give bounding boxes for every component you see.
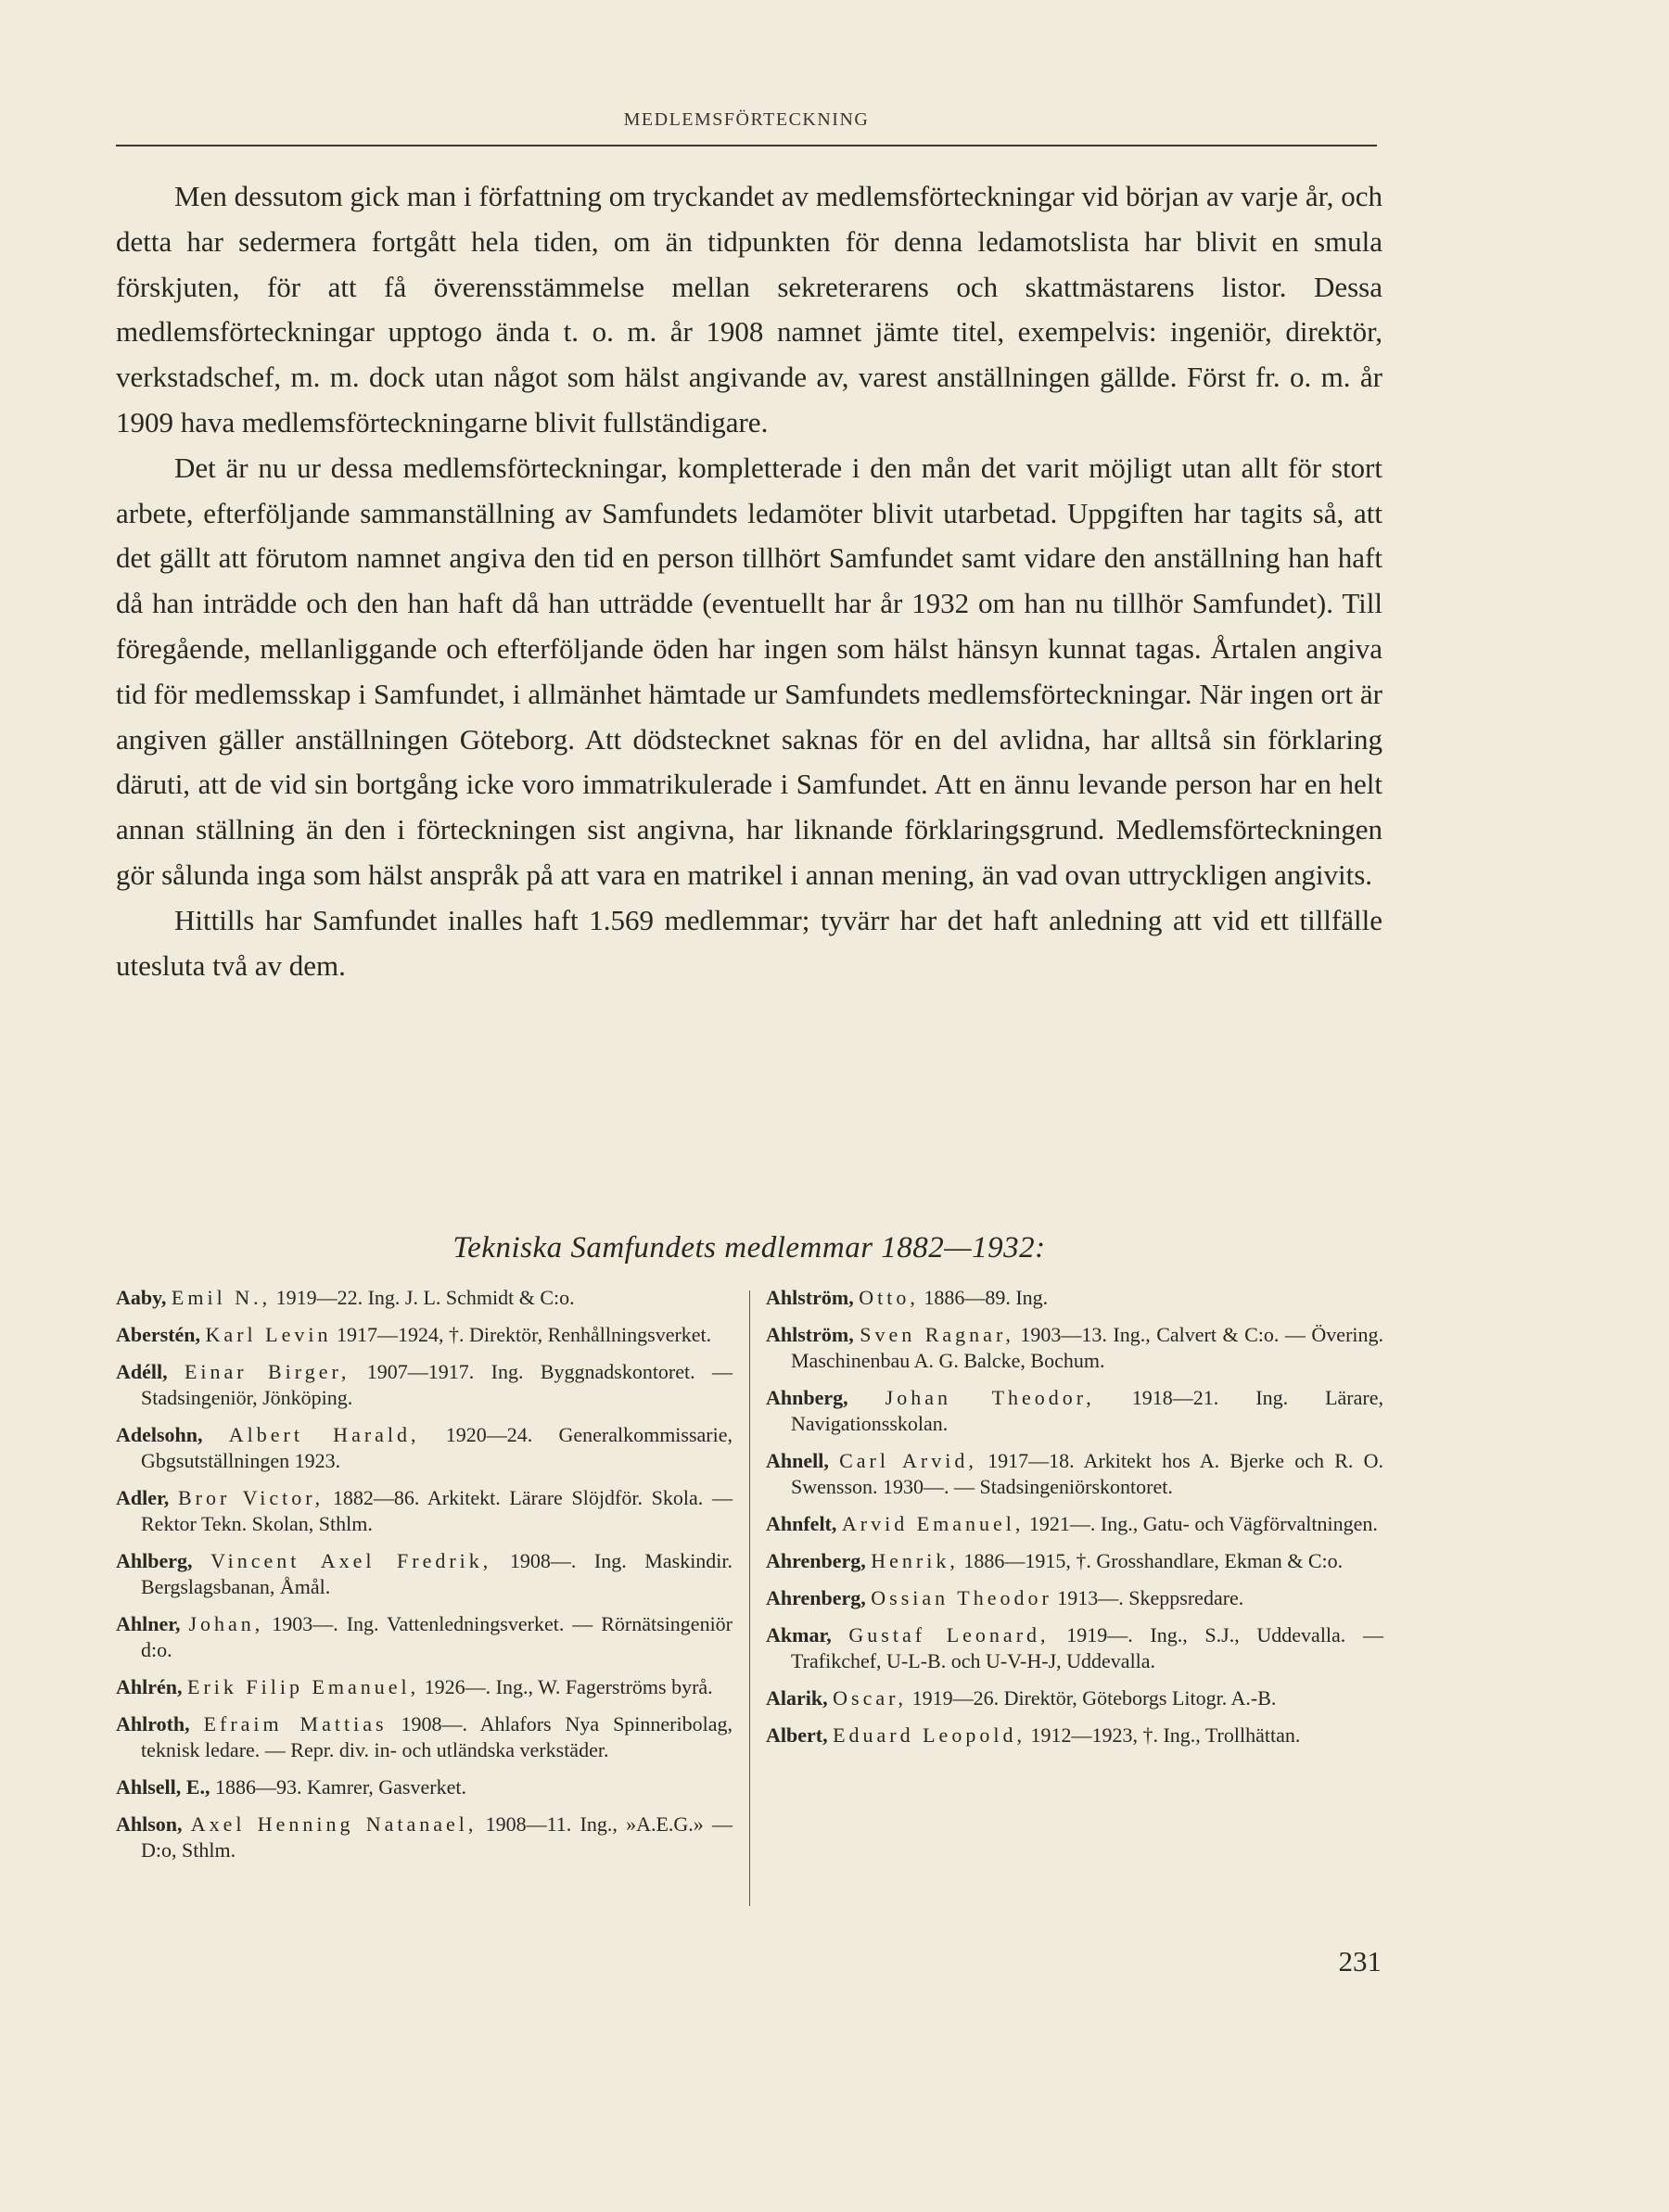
- member-details: 1882—86. Arkitekt. Lärare Slöjdför. Skola. — Rektor Tekn. Skolan, Sthlm.: [141, 1486, 733, 1535]
- members-column-right: [766, 1285, 1383, 1760]
- member-entry: [116, 1548, 733, 1600]
- member-details: 1886—1915, †. Grosshandlare, Ekman & C:o.: [963, 1549, 1344, 1572]
- intro-text: [116, 174, 1382, 988]
- running-head: MEDLEMSFÖRTECKNING: [623, 109, 870, 130]
- member-given-name: Gustaf Leonard,: [848, 1623, 1050, 1646]
- member-details: 1913—. Skeppsredare.: [1057, 1586, 1244, 1609]
- header-rule: [116, 145, 1377, 146]
- member-given-name: Emil N.,: [171, 1286, 272, 1309]
- member-details: 1921—. Ing., Gatu- och Vägförvaltningen.: [1028, 1512, 1378, 1535]
- member-given-name: Johan Theodor,: [885, 1386, 1095, 1409]
- member-given-name: Eduard Leopold,: [833, 1723, 1026, 1747]
- member-details: 1919—22. Ing. J. L. Schmidt & C:o.: [275, 1286, 575, 1309]
- member-details: 1919—. Ing., S.J., Uddevalla. — Trafikchef, U-L-B. och U-V-H-J, Uddevalla.: [791, 1623, 1383, 1672]
- member-surname: Ahnell,: [766, 1449, 829, 1472]
- member-given-name: Sven Ragnar,: [860, 1323, 1014, 1346]
- member-given-name: Albert Harald,: [228, 1423, 420, 1446]
- member-details: 1917—18. Arkitekt hos A. Bjerke och R. O. Swensson. 1930—. — Stadsingeniörskontoret.: [791, 1449, 1383, 1498]
- members-list-title: Tekniska Samfundets medlemmar 1882—1932:: [452, 1231, 1046, 1265]
- member-surname: Ahlsell, E.,: [116, 1775, 210, 1799]
- member-entry: [766, 1622, 1383, 1674]
- member-surname: Ahlberg,: [116, 1549, 193, 1572]
- member-surname: Ahlner,: [116, 1612, 181, 1635]
- member-given-name: Arvid Emanuel,: [841, 1512, 1025, 1535]
- page-number: 231: [1338, 1945, 1382, 1977]
- member-entry: [116, 1711, 733, 1763]
- member-surname: Adéll,: [116, 1360, 168, 1383]
- member-given-name: Otto,: [859, 1286, 919, 1309]
- member-surname: Akmar,: [766, 1623, 832, 1646]
- member-details: 1908—11. Ing., »A.E.G.» — D:o, Sthlm.: [141, 1812, 733, 1862]
- member-entry: [766, 1685, 1383, 1711]
- member-details: 1918—21. Ing. Lärare, Navigationsskolan.: [791, 1386, 1383, 1435]
- member-surname: Ahlström,: [766, 1323, 854, 1346]
- member-entry: [116, 1674, 733, 1700]
- member-surname: Adler,: [116, 1486, 170, 1509]
- member-entry: [766, 1723, 1383, 1748]
- member-details: 1903—. Ing. Vattenledningsverket. — Rörnätsingeniör d:o.: [141, 1612, 733, 1661]
- member-surname: Aberstén,: [116, 1323, 201, 1346]
- member-given-name: Karl Levin: [205, 1323, 332, 1346]
- member-given-name: Efraim Mattias: [203, 1712, 388, 1735]
- member-entry: [116, 1812, 733, 1863]
- paragraph: Det är nu ur dessa medlemsförteckningar, kompletterade i den mån det varit möjligt utan allt för stort arbete, efterföljande sammanställning av Samfundets ledamöter blivit utarbetad. Uppgiften har tagits så, att det gällt att förutom namnet angiva den tid en person tillhört Samfundet samt vidare den anställning han haft då han inträdde och den han haft då han utträdde (eventuellt har år 1932 om han nu tillhör Samfundet). Till föregående, mellanliggande och efterföljande öden har ingen som hälst hänsyn kunnat tagas. Årtalen angiva tid för medlemsskap i Samfundet, i allmänhet hämtade ur Samfundets medlemsförteckningar. När ingen ort är angiven gäller anställningen Göteborg. Att dödstecknet saknas för en del avlidna, har alltså sin förklaring däruti, att de vid sin bortgång icke voro immatrikulerade i Samfundet. Att en ännu levande person har en helt annan ställning än den i förteckningen sist angivna, har liknande förklaringsgrund. Medlemsförteckningen gör sålunda inga som hälst anspråk på att vara en matrikel i annan mening, än vad ovan uttryckligen angivits.: [116, 451, 1382, 891]
- member-entry: [766, 1322, 1383, 1374]
- member-entry: [766, 1448, 1383, 1500]
- member-entry: [766, 1385, 1383, 1437]
- member-entry: [116, 1422, 733, 1474]
- member-given-name: Erik Filip Emanuel,: [187, 1675, 420, 1698]
- member-surname: Ahnberg,: [766, 1386, 848, 1409]
- member-details: 1907—1917. Ing. Byggnadskontoret. — Stadsingeniör, Jönköping.: [141, 1360, 733, 1409]
- member-surname: Adelsohn,: [116, 1423, 203, 1446]
- member-surname: Ahlroth,: [116, 1712, 190, 1735]
- member-details: 1926—. Ing., W. Fagerströms byrå.: [424, 1675, 713, 1698]
- member-entry: [766, 1285, 1383, 1311]
- member-surname: Alarik,: [766, 1686, 828, 1710]
- member-given-name: Henrik,: [871, 1549, 959, 1572]
- member-entry: [766, 1585, 1383, 1611]
- member-surname: Ahnfelt,: [766, 1512, 837, 1535]
- member-surname: Aaby,: [116, 1286, 167, 1309]
- member-details: 1908—. Ahlafors Nya Spinneribolag, teknisk ledare. — Repr. div. in- och utländska verkstäder.: [141, 1712, 733, 1761]
- member-surname: Ahrenberg,: [766, 1549, 866, 1572]
- member-given-name: Oscar,: [833, 1686, 908, 1710]
- member-details: 1886—93. Kamrer, Gasverket.: [214, 1775, 466, 1799]
- member-given-name: Einar Birger,: [184, 1360, 350, 1383]
- member-entry: [766, 1511, 1383, 1537]
- member-entry: [116, 1285, 733, 1311]
- member-given-name: Carl Arvid,: [839, 1449, 977, 1472]
- member-given-name: Vincent Axel Fredrik,: [210, 1549, 492, 1572]
- member-entry: [116, 1322, 733, 1348]
- paragraph: Hittills har Samfundet inalles haft 1.569 medlemmar; tyvärr har det haft anledning att vid ett tillfälle utesluta två av dem.: [116, 903, 1382, 982]
- member-details: 1912—1923, †. Ing., Trollhättan.: [1030, 1723, 1301, 1747]
- members-column-left: [116, 1285, 733, 1875]
- member-entry: [116, 1611, 733, 1663]
- member-details: 1919—26. Direktör, Göteborgs Litogr. A.-B.: [911, 1686, 1277, 1710]
- member-given-name: Ossian Theodor: [871, 1586, 1052, 1609]
- member-entry: [116, 1774, 733, 1800]
- member-details: 1920—24. Generalkommissarie, Gbgsutställningen 1923.: [141, 1423, 733, 1472]
- member-given-name: Johan,: [188, 1612, 264, 1635]
- member-entry: [766, 1548, 1383, 1574]
- member-details: 1917—1924, †. Direktör, Renhållningsverket.: [336, 1323, 712, 1346]
- member-surname: Ahlson,: [116, 1812, 183, 1836]
- member-given-name: Axel Henning Natanael,: [190, 1812, 478, 1836]
- member-surname: Ahrenberg,: [766, 1586, 866, 1609]
- member-entry: [116, 1359, 733, 1411]
- member-given-name: Bror Victor,: [177, 1486, 325, 1509]
- paragraph: Men dessutom gick man i författning om tryckandet av medlemsförteckningar vid början av varje år, och detta har sedermera fortgått hela tiden, om än tidpunkten för denna ledamotslista har blivit en smula förskjuten, för att få överensstämmelse mellan sekreterarens och skattmästarens listor. Dessa medlemsförteckningar upptogo ända t. o. m. år 1908 namnet jämte titel, exempelvis: ingeniör, direktör, verkstadschef, m. m. dock utan något som hälst angivande av, varest anställningen gällde. Först fr. o. m. år 1909 hava medlemsförteckningarne blivit fullständigare.: [116, 180, 1382, 439]
- member-entry: [116, 1485, 733, 1537]
- member-surname: Ahlrén,: [116, 1675, 183, 1698]
- member-surname: Ahlström,: [766, 1286, 854, 1309]
- member-surname: Albert,: [766, 1723, 828, 1747]
- column-divider: [749, 1290, 750, 1906]
- member-details: 1903—13. Ing., Calvert & C:o. — Övering. Maschinenbau A. G. Balcke, Bochum.: [791, 1323, 1384, 1372]
- member-details: 1908—. Ing. Maskindir. Bergslagsbanan, Åmål.: [141, 1549, 733, 1598]
- member-details: 1886—89. Ing.: [924, 1286, 1049, 1309]
